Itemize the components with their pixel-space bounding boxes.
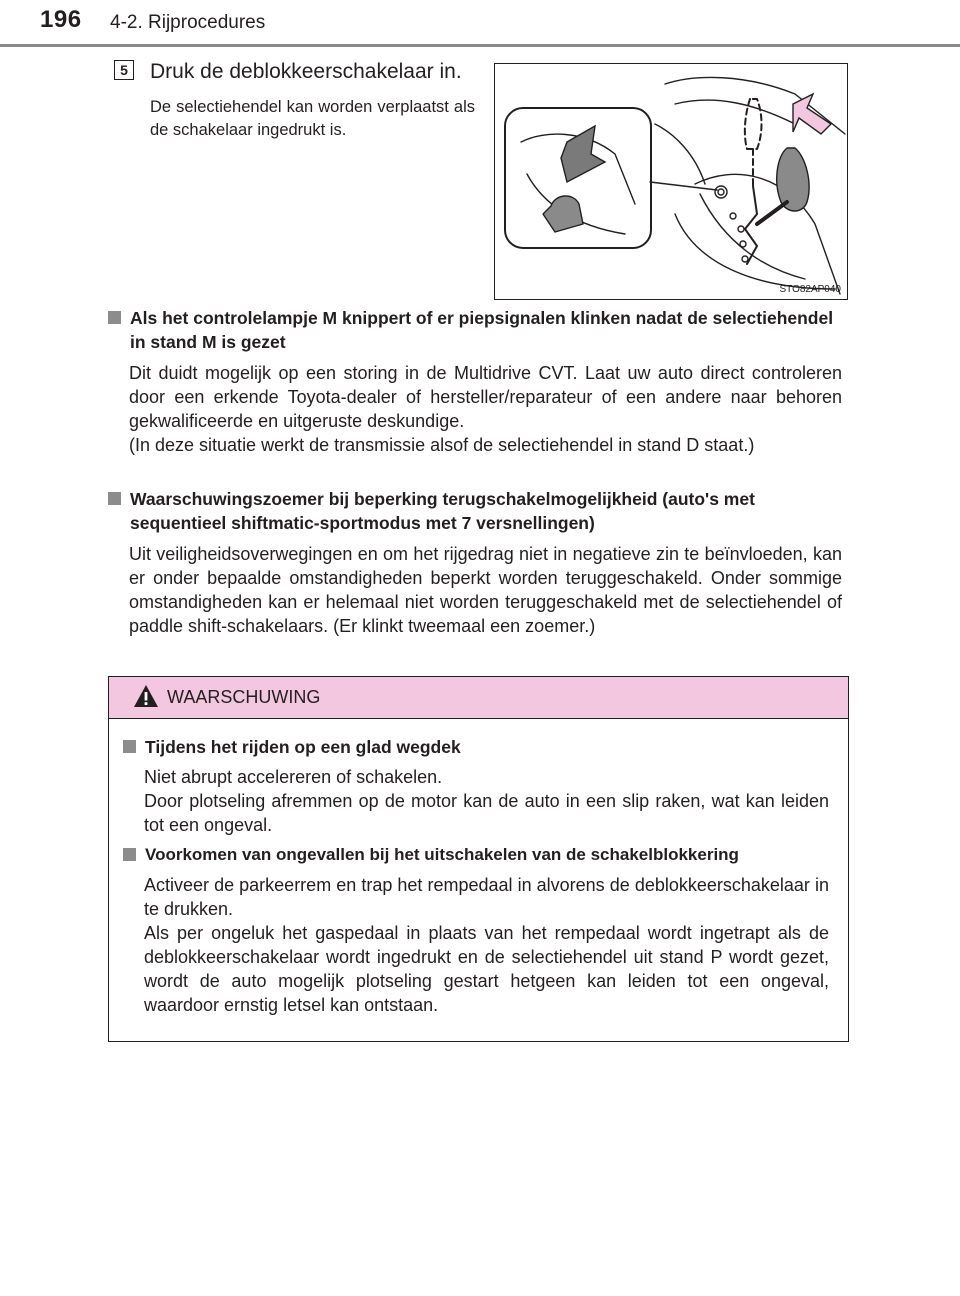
warning-item-slippery-road — [123, 735, 829, 837]
warning-item-heading — [123, 843, 829, 867]
warning-title: WAARSCHUWING — [167, 687, 321, 707]
warning-item-body: Activeer de parkeerrem en trap het rempedaal in alvorens de deblokkeerschakelaar in te drukken. — [144, 875, 829, 919]
shift-lever-illustration — [495, 64, 847, 299]
warning-item-body: Door plotseling afremmen op de motor kan de auto in een slip raken, wat kan leiden tot een ongeval. — [144, 791, 829, 835]
page-number: 196 — [40, 6, 82, 33]
note-heading — [108, 306, 842, 354]
warning-item-shift-lock — [123, 843, 829, 1017]
note-downshift-buzzer — [108, 487, 842, 638]
note-body: Uit veiligheidsoverwegingen en om het rijgedrag niet in negatieve zin te beïnvloeden, kan er onder bepaalde omstandigheden beperkt worden teruggeschakeld. Onder sommige omstandigheden kan er helemaal niet worden teruggeschakeld met de selectiehendel of paddle shift-schakelaars. (Er klinkt tweemaal een zoemer.) — [129, 544, 842, 636]
warning-header — [109, 677, 848, 719]
figure-id: STO82AP040 — [779, 284, 841, 295]
section-title: 4-2. Rijprocedures — [110, 12, 266, 33]
step-number: 5 — [114, 60, 134, 80]
warning-triangle-icon — [133, 684, 159, 708]
warning-item-body: Niet abrupt accelereren of schakelen. — [144, 767, 443, 787]
warning-item-heading-text: Tijdens het rijden op een glad wegdek — [145, 737, 461, 757]
note-body: (In deze situatie werkt de transmissie alsof de selectiehendel in stand D staat.) — [129, 435, 755, 455]
warning-item-body: Als per ongeluk het gaspedaal in plaats van het rempedaal wordt ingetrapt als de deblokkeerschakelaar wordt ingedrukt en de selectiehendel uit stand P wordt gezet, wordt de auto mogelijk plotseling gestart hetgeen kan leiden tot een ongeval, waardoor ernstig letsel kan ontstaan. — [144, 923, 829, 1015]
note-heading-text: Waarschuwingszoemer bij beperking terugschakelmogelijkheid (auto's met sequentieel shiftmatic-sportmodus met 7 versnellingen) — [130, 489, 755, 533]
note-heading-text: Als het controlelampje M knippert of er piepsignalen klinken nadat de selectiehendel in stand M is gezet — [130, 308, 834, 352]
step-title: Druk de deblokkeerschakelaar in. — [150, 60, 462, 83]
warning-item-heading — [123, 735, 829, 759]
warning-box — [108, 676, 849, 1042]
note-body: Dit duidt mogelijk op een storing in de Multidrive CVT. Laat uw auto direct controleren door een erkende Toyota-dealer of hersteller/reparateur of een andere naar behoren gekwalificeerde en uitgeruste deskundige. — [129, 363, 842, 431]
bullet-square-icon — [123, 848, 136, 861]
bullet-square-icon — [123, 740, 136, 753]
warning-item-heading-text: Voorkomen van ongevallen bij het uitschakelen van de schakelblokkering — [145, 845, 739, 864]
header-rule — [0, 44, 960, 47]
bullet-square-icon — [108, 311, 121, 324]
step-description: De selectiehendel kan worden verplaatst als de schakelaar ingedrukt is. — [150, 98, 475, 139]
note-indicator-blink — [108, 306, 842, 457]
note-heading — [108, 487, 842, 535]
bullet-square-icon — [108, 492, 121, 505]
shift-lever-figure — [494, 63, 848, 300]
